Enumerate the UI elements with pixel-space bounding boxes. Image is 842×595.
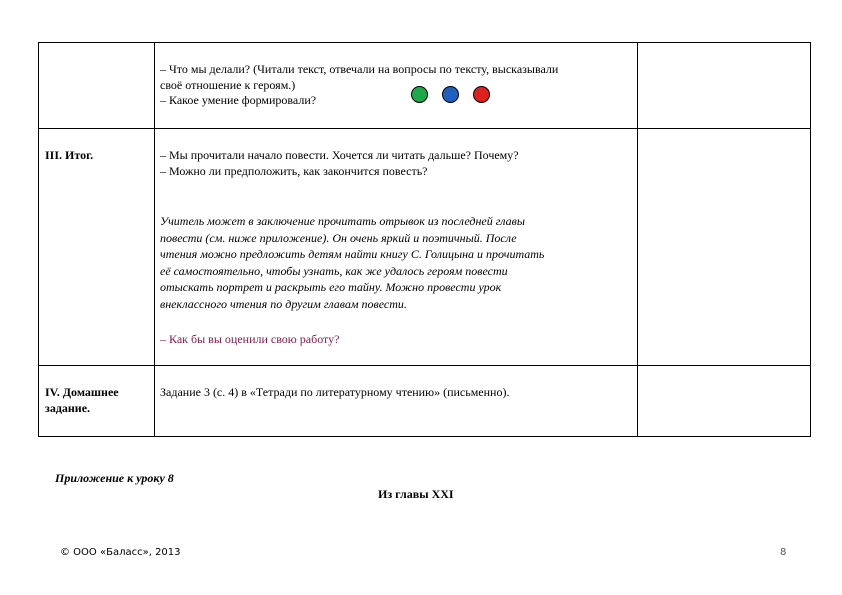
stage-label: III. Итог. xyxy=(45,148,94,162)
text-line: отыскать портрет и раскрыть его тайну. Можно провести урок xyxy=(160,280,502,295)
text-line: внеклассного чтения по другим главам повести. xyxy=(160,296,407,311)
self-assessment-question: – Как бы вы оценили свою работу? xyxy=(160,332,340,346)
row1-text xyxy=(160,62,630,109)
row2-questions xyxy=(160,148,630,179)
text-line: Учитель может в заключение прочитать отрывок из последней главы xyxy=(160,214,525,228)
text-line: чтения можно предложить детям найти книгу С. Голицына и прочитать xyxy=(160,247,545,262)
blue-circle xyxy=(442,86,459,103)
column-divider xyxy=(154,43,155,436)
column-divider xyxy=(637,43,638,436)
green-circle xyxy=(411,86,428,103)
text-line: – Можно ли предположить, как закончится повесть? xyxy=(160,163,428,178)
text-line: – Мы прочитали начало повести. Хочется ли читать дальше? Почему? xyxy=(160,148,519,162)
chapter-heading: Из главы XXI xyxy=(378,487,454,501)
text-line: – Что мы делали? (Читали текст, отвечали на вопросы по тексту, высказывали xyxy=(160,62,559,76)
homework-task: Задание 3 (с. 4) в «Тетради по литературному чтению» (письменно). xyxy=(160,385,510,399)
text-line: повести (см. ниже приложение). Он очень яркий и поэтичный. После xyxy=(160,230,517,245)
text-line: задание. xyxy=(45,400,91,415)
appendix-label: Приложение к уроку 8 xyxy=(55,471,174,485)
homework-stage-label xyxy=(45,385,119,416)
text-line: её самостоятельно, чтобы узнать, как же удалось героям повести xyxy=(160,263,508,278)
page-number: 8 xyxy=(780,547,787,558)
row-divider xyxy=(39,365,810,366)
copyright: © ООО «Баласс», 2013 xyxy=(60,547,181,558)
row-divider xyxy=(39,128,810,129)
red-circle xyxy=(473,86,490,103)
text-line: IV. Домашнее xyxy=(45,385,119,399)
text-line: своё отношение к героям.) xyxy=(160,77,296,92)
teacher-note xyxy=(160,213,630,313)
text-line: – Какое умение формировали? xyxy=(160,93,317,107)
lesson-table xyxy=(38,42,811,437)
